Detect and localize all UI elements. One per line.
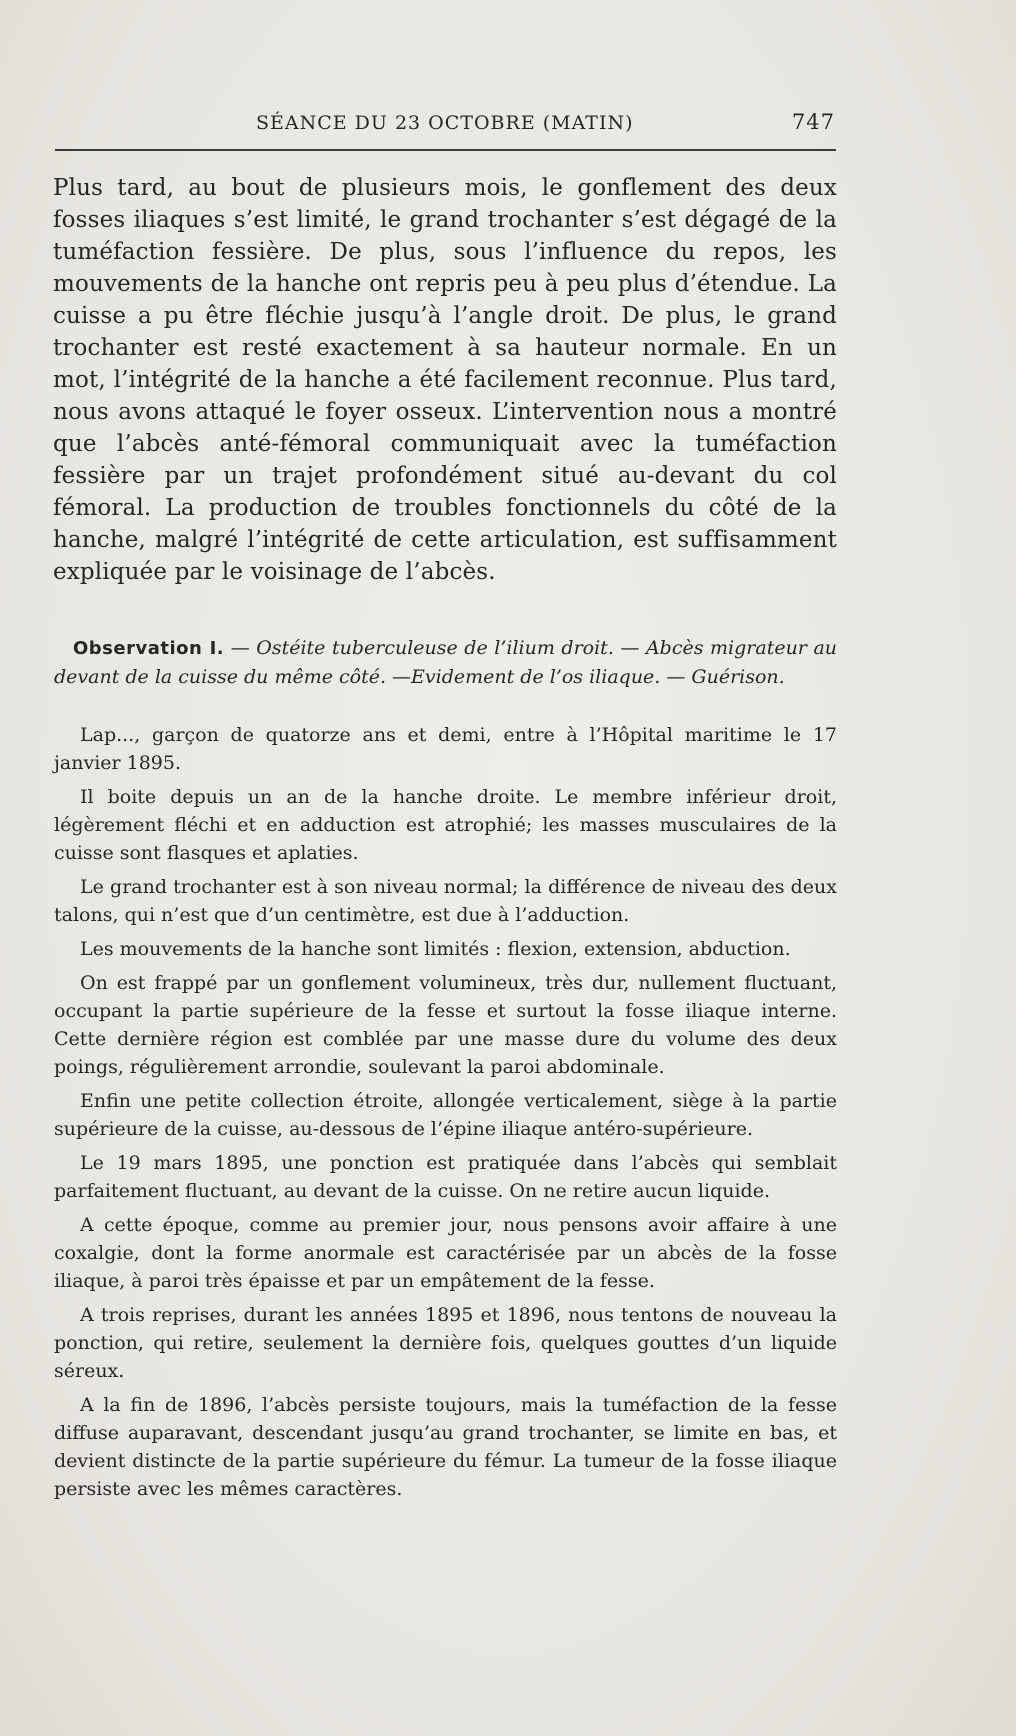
paragraph: A cette époque, comme au premier jour, nous pensons avoir affaire à une coxalgie, dont la forme anormale est caractérisée par un abcès de la fosse iliaque, à paroi très épaisse et par un empâtement de la fesse. <box>54 1214 837 1292</box>
header-title: SÉANCE DU 23 OCTOBRE (MATIN) <box>256 112 634 134</box>
paragraph: A la fin de 1896, l’abcès persiste toujours, mais la tuméfaction de la fesse diffuse auparavant, descendant jusqu’au grand trochanter, se limite en bas, et devient distincte de la partie supérieure du fémur. La tumeur de la fosse iliaque persiste avec les mêmes caractères. <box>54 1394 837 1500</box>
observation-title: — Ostéite tuberculeuse de l’ilium droit. — Abcès migrateur au devant de la cuisse du même côté. —Evidement de l’os iliaque. — Guérison. <box>54 637 838 688</box>
case-paragraphs <box>54 721 837 1509</box>
paragraph: Les mouvements de la hanche sont limités : flexion, extension, abduction. <box>80 938 791 960</box>
intro-block <box>53 172 837 588</box>
paragraph: Lap..., garçon de quatorze ans et demi, entre à l’Hôpital maritime le 17 janvier 1895. <box>54 724 837 774</box>
paragraph: A trois reprises, durant les années 1895 et 1896, nous tentons de nouveau la ponction, qui retire, seulement la dernière fois, quelques gouttes d’un liquide séreux. <box>54 1304 837 1382</box>
paragraph: On est frappé par un gonflement volumineux, très dur, nullement fluctuant, occupant la partie supérieure de la fesse et surtout la fosse iliaque interne. Cette dernière région est comblée par une masse dure du volume des deux poings, régulièrement arrondie, soulevant la paroi abdominale. <box>54 972 837 1078</box>
observation-heading <box>54 634 837 691</box>
paragraph: Enfin une petite collection étroite, allongée verticalement, siège à la partie supérieure de la cuisse, au-dessous de l’épine iliaque antéro-supérieure. <box>54 1090 837 1140</box>
observation-label: Observation I. <box>73 638 225 659</box>
intro-paragraph: Plus tard, au bout de plusieurs mois, le gonflement des deux fosses iliaques s’est limité, le grand trochanter s’est dégagé de la tuméfaction fessière. De plus, sous l’influence du repos, les mouvements de la hanche ont repris peu à peu plus d’étendue. La cuisse a pu être fléchie jusqu’à l’angle droit. De plus, le grand trochanter est resté exactement à sa hauteur normale. En un mot, l’intégrité de la hanche a été facilement reconnue. Plus tard, nous avons attaqué le foyer osseux. L’intervention nous a montré que l’abcès anté-fémoral communiquait avec la tuméfaction fessière par un trajet profondément situé au-devant du col fémoral. La production de troubles fonctionnels du côté de la hanche, malgré l’intégrité de cette articulation, est suffisamment expliquée par le voisinage de l’abcès. <box>53 175 837 585</box>
running-header <box>55 110 835 144</box>
paragraph: Le grand trochanter est à son niveau normal; la différence de niveau des deux talons, qui n’est que d’un centimètre, est due à l’adduction. <box>54 876 837 926</box>
page-number: 747 <box>791 110 835 134</box>
paragraph: Le 19 mars 1895, une ponction est pratiquée dans l’abcès qui semblait parfaitement fluctuant, au devant de la cuisse. On ne retire aucun liquide. <box>54 1152 837 1202</box>
header-rule <box>55 149 836 151</box>
paragraph: Il boite depuis un an de la hanche droite. Le membre inférieur droit, légèrement fléchi et en adduction est atrophié; les masses musculaires de la cuisse sont flasques et aplaties. <box>54 786 837 864</box>
